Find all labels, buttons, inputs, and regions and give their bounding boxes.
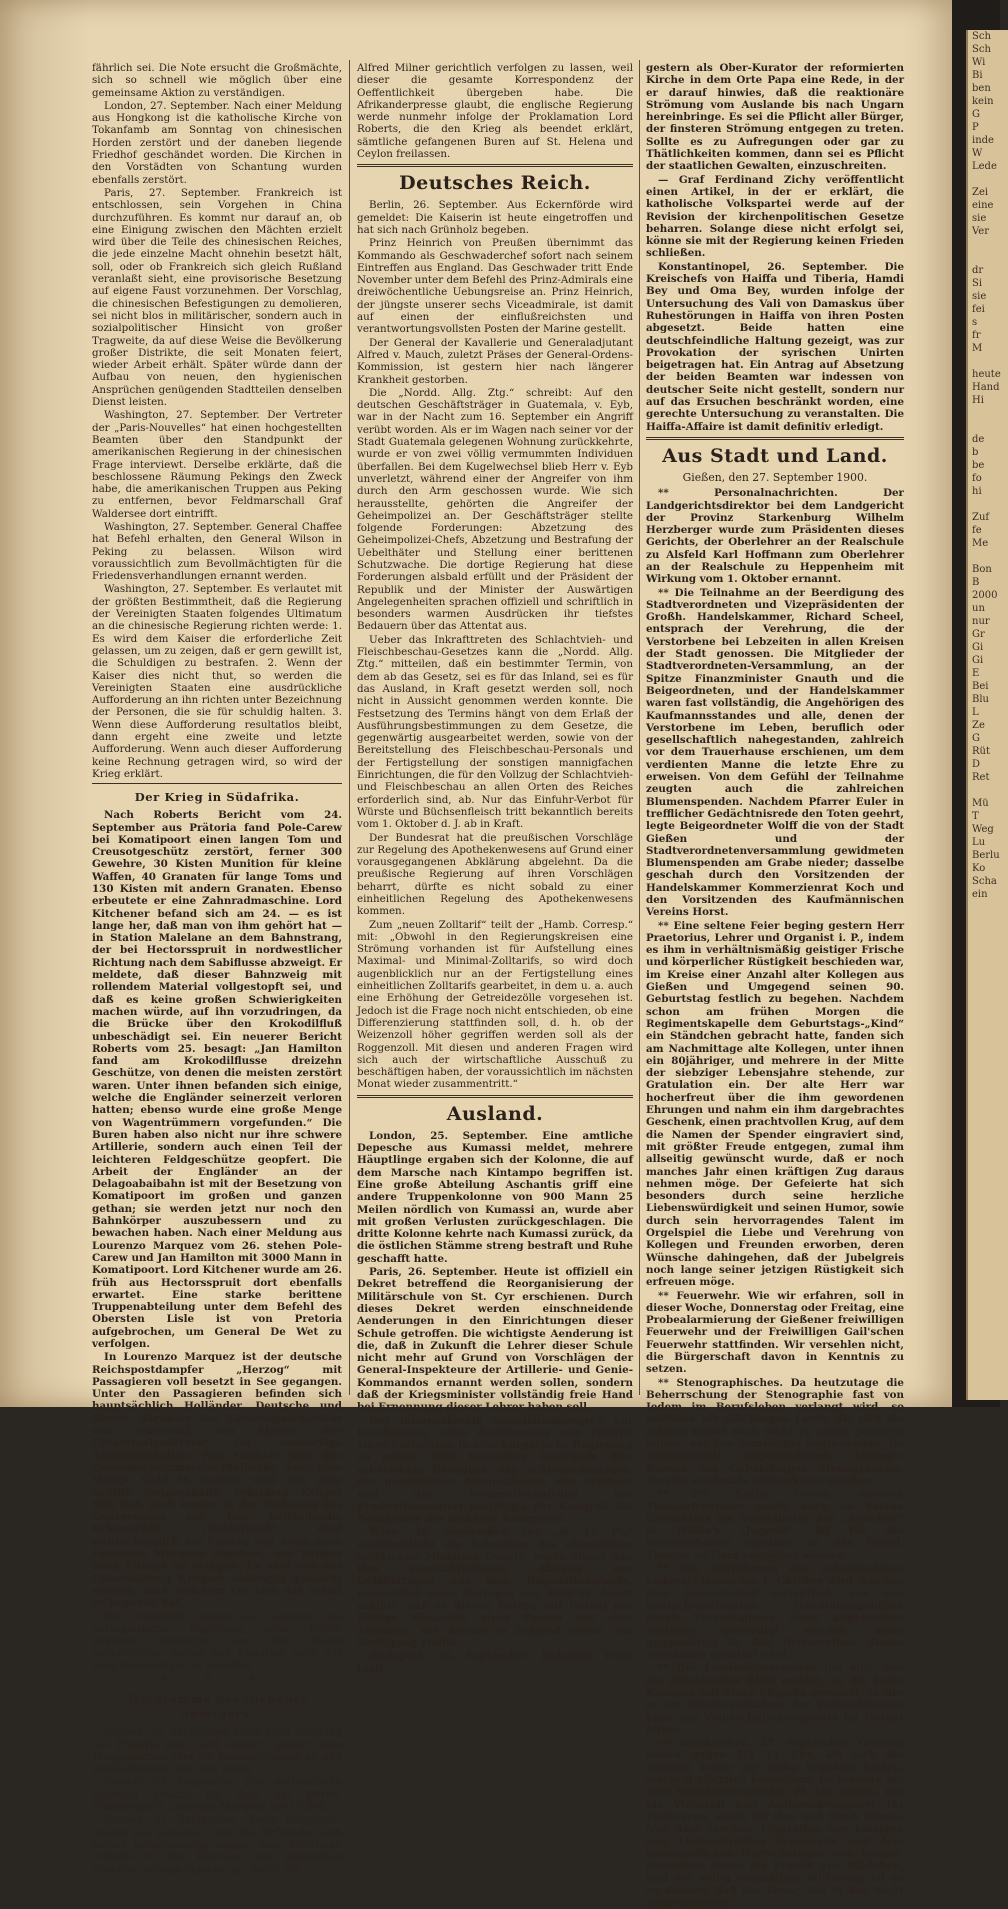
edge-text-fragment: Lede bbox=[972, 161, 997, 172]
dateline: Gießen, den 27. September 1900. bbox=[682, 470, 868, 484]
edge-text-fragment bbox=[968, 251, 1008, 264]
article-paragraph: ** Stenographisches. Da heutzutage die Beherrschung der Stenographie fast von Jedem im Berufsleben verlangt wird, so möchten wir alle jungen Leute, die sich die schöne Kunst noch nicht zu eigen gemacht haben, auf den demnächst beginnenden, im Inseratenteil angekündigten Anfangs-Kursus des Gabelsberger Stenographen-Vereins nochmals aufmerksam machen. bbox=[646, 1376, 904, 1487]
edge-text-fragment: be bbox=[972, 460, 985, 471]
section-heading: Telegramme des Gießener Anzeigers. bbox=[125, 1692, 309, 1722]
edge-text-fragment: fo bbox=[972, 473, 982, 484]
edge-text-fragment: Ko bbox=[972, 863, 986, 874]
section-rule bbox=[92, 783, 342, 784]
article-paragraph: Budapest, 26. September. Koloman Tisza hielt bbox=[357, 1650, 633, 1675]
edge-text-fragment: hi bbox=[972, 486, 982, 497]
edge-text-fragment: sie bbox=[972, 213, 987, 224]
edge-text-fragment: de bbox=[972, 434, 985, 445]
edge-text-fragment: Si bbox=[972, 278, 983, 289]
edge-text-fragment: inde bbox=[972, 135, 994, 146]
section-heading: Ausland. bbox=[446, 1102, 544, 1125]
article-paragraph: Konstantinopel, 26. September. Die Kreischefs von Haiffa und Tiberia, Hamdi Bey und Oma Bey, wurden infolge der Untersuchung des Vali von Damaskus über Ruhestörungen in Haiffa von ihren Posten abgesetzt. Beide hatten eine deutschfeindliche Haltung gezeigt, was zur Provokation der syrischen Unirten beigetragen hat. Ein Antrag auf Absetzung der beiden Beamten war indessen von deutscher Seite nicht gestellt, sondern nur auf das Ersuchen beschränkt worden, eine gerechte Untersuchung zu veranstalten. Die Haiffa-Affaire ist damit definitiv erledigt. bbox=[646, 260, 904, 433]
edge-text-fragment: ben bbox=[972, 83, 991, 94]
edge-text-fragment: Lu bbox=[972, 837, 986, 848]
edge-text-fragment: Hi bbox=[972, 395, 984, 406]
edge-text-fragment: un bbox=[972, 603, 985, 614]
article-paragraph: ** Frl. Käthe Torsen, unseren Theaterfreunden gewiß noch im besten Gedächtnis als Darstellerin des „Annchen“ in Halbe's „Jugend“, ist für die bevorstehende Spielzeit an das Fürstl. Theater zu Gera engagiert worden. bbox=[646, 1488, 904, 1562]
edge-text-fragment: Gi bbox=[972, 642, 984, 653]
article-paragraph: fährlich sei. Die Note ersucht die Großmächte, sich so schnell wie möglich über eine gemeinsame Aktion zu verständigen. bbox=[92, 62, 342, 99]
article-paragraph: ** Personalnachrichten. Der Landgerichtsdirektor bei dem Landgericht der Provinz Starkenburg Wilhelm Herzberger wurde zum Präsidenten dieses Gerichts, der Oberlehrer an der Realschule zu Alsfeld Karl Hoffmann zum Oberlehrer an der Realschule zu Heppenheim mit Wirkung vom 1. Oktober ernannt. bbox=[646, 487, 904, 586]
edge-text-fragment bbox=[968, 173, 1008, 186]
edge-text-fragment: G bbox=[972, 733, 980, 744]
edge-text-fragment: fei bbox=[972, 304, 985, 315]
column-divider bbox=[349, 60, 350, 1395]
edge-text-fragment: Weg bbox=[972, 824, 994, 835]
article-paragraph: Zum „neuen Zolltarif“ teilt der „Hamb. Corresp.“ mit: „Obwohl in den Regierungskreisen eine Strömung vorhanden ist für Aufstellung eines Maximal- und Minimal-Zolltarifs, so wird doch augenblicklich nur an der Fertigstellung eines einheitlichen Zolltarifs gearbeitet, in dem u. a. auch eine Erhöhung der Getreidezölle vorgesehen ist. Jedoch ist die Frage noch nicht entschieden, ob eine Differenzierung stattfinden soll, d. h. ob der Weizenzoll höher gegriffen werden soll als der Roggenzoll. Mit diesen und anderen Fragen wird sich auch der wirtschaftliche Ausschuß zu beschäftigen haben, der voraussichtlich im nächsten Monat wieder zusammentritt.“ bbox=[357, 918, 633, 1091]
edge-text-fragment: heute bbox=[972, 369, 1001, 380]
edge-text-fragment: Ver bbox=[972, 226, 990, 237]
edge-text-fragment: Berlu bbox=[972, 850, 1000, 861]
edge-text-fragment bbox=[968, 238, 1008, 251]
article-paragraph: gestern als Ober-Kurator der reformierten Kirche in dem Orte Papa eine Rede, in der er darauf hinwies, daß die reaktionäre Strömung vom Auslande bis nach Ungarn hereinbringe. Es sei die Pflicht aller Bürger, der finsteren Strömung entgegen zu treten. Sollte es zu Aufregungen oder gar zu Thätlichkeiten kommen, dann sei es Pflicht der staatlichen Gewalten, einzuschreiten. bbox=[646, 62, 904, 173]
article-paragraph: ** Die Teilnahme an der Beerdigung des Stadtverordneten und Vizepräsidenten der Großh. Handelskammer, Richard Scheel, entsprach der Verehrung, die der Verstorbene bei Lebzeiten in allen Kreisen der Stadt genossen. Die Mitglieder der Stadtverordneten-Versammlung, an der Spitze Finanzminister Gnauth und die Beigeordneten, und der Handelskammer waren fast vollständig, die Angehörigen des Kaufmannsstandes und alle, denen der Verstorbene im Leben, beruflich oder gesellschaftlich nahegestanden, zahlreich vor dem Trauerhause erschienen, um dem verdienten Manne die letzte Ehre zu erweisen. Von dem Gefühl der Teilnahme zeugten auch die zahlreichen Blumenspenden. Nachdem Pfarrer Euler in trefflicher Gedächtnisrede den Toten geehrt, legte Beigeordneter Wolff die von der Stadt Gießen und der Stadtverordnetenversammlung gewidmeten Blumenspenden am Grabe nieder; dasselbe geschah durch den Vorsitzenden der Handelskammer Kommerzienrat Koch und den Vorsitzenden des Kaufmännischen Vereins Horst. bbox=[646, 586, 904, 919]
column-divider bbox=[639, 60, 640, 1395]
separator-stars: * * * bbox=[161, 1674, 273, 1686]
edge-text-fragment: dr bbox=[972, 265, 984, 276]
edge-text-fragment: nur bbox=[972, 616, 990, 627]
article-paragraph: London, 27. September. Eine authentische Meldung schätzt die Zahl der Buren-Flüchtlinge in Lourenzo Marquez auf 10.000. bbox=[92, 1776, 342, 1814]
article-paragraph: Ueber das Inkrafttreten des Schlachtvieh- und Fleischbeschau-Gesetzes kann die „Nordd. Allg. Ztg.“ mitteilen, daß ein bestimmter Termin, von dem ab das Gesetz, sei es für das Inland, sei es für das Ausland, in Kraft gesetzt werden soll, noch nicht in Aussicht genommen werden konnte. Die Festsetzung des Termins hängt von dem Erlaß der Ausführungsbestimmungen zu dem Gesetze, die gegenwärtig ausgearbeitet werden, sowie von der Bereitstellung des Fleischbeschau-Personals und der Fertigstellung der sonstigen mannigfachen Einrichtungen, die für den Vollzug der Schlachtvieh- und Fleischbeschau an allen Orten des Reiches erforderlich sind, ab. Nur das Einfuhr-Verbot für Würste und Büchsenfleisch tritt bekanntlich bereits vom 1. Oktober d. J. ab in Kraft. bbox=[357, 633, 633, 831]
edge-text-fragment: b bbox=[972, 447, 979, 458]
edge-text-fragment: sie bbox=[972, 291, 987, 302]
edge-text-fragment: Mü bbox=[972, 798, 989, 809]
article-paragraph: Nach Roberts Bericht vom 24. September aus Prätoria fand Pole-Carew bei Komatipoort einen langen Tom und Creusotgeschütz zerstört, ferner 300 Gewehre, 30 Kisten Munition für kleine Waffen, 40 Granaten für lange Toms und 130 Kisten mit andern Granaten. Ebenso erbeutete er eine Zahnradmaschine. Lord Kitchener befand sich am 24. — es ist lange her, daß man von ihm gehört hat — in Station Malelane an dem Bahnstrang, der bei Hectorsspruit in nordwestlicher Richtung nach dem Sabiflusse abzweigt. Er meldete, daß dieser Bahnzweig mit rollendem Material vollgestopft sei, und daß es keine großen Schwierigkeiten machen würde, auf ihn vorzudringen, da die Brücke über den Krokodilfluß unbeschädigt sei. Ein neuerer Bericht Roberts vom 25. besagt: „Jan Hamilton fand am Krokodilflusse dreizehn Geschütze, von denen die meisten zerstört waren. Unter ihnen befanden sich einige, welche die Engländer seinerzeit verloren hatten; ebenso wurde eine große Menge von Wagentrümmern vorgefunden.“ Die Buren haben also nicht nur ihre schwere Artillerie, sondern auch einen Teil der leichteren Feldgeschütze geopfert. Die Arbeit der Engländer an der Delagoabaibahn ist mit der Besetzung von Komatipoort im großen und ganzen gethan; sie werden jetzt nur noch den Bahnkörper auszubessern und zu bewachen haben. Nach einer Meldung aus Lourenzo Marquez vom 26. stehen Pole-Carew und Jan Hamilton mit 3000 Mann in Komatipoort. Lord Kitchener wurde am 26. früh aus Hectorsspruit dort ebenfalls erwartet. Eine starke berittene Truppenabteilung unter dem Befehl des Obersten Lisle ist von Pretoria aufgebrochen, um General De Wet zu verfolgen. bbox=[92, 809, 342, 1350]
article-paragraph: In Lourenzo Marquez ist der deutsche Reichspostdampfer „Herzog“ mit Passagieren voll besetzt in See gegangen. Unter den Passagieren befinden sich hauptsächlich Holländer, Deutsche und Buren, darunter der Generalpostmeister von Transvaal, van Alphen, der Unterstaatssekretär für auswärtige Angelegenheiten Piet Grobler und der Generalschatzmeister Malherbe. Auch eine Menge Gold in Barren wird von dem Schiffe fortgeschafft. Präsident Krüger hält sich noch immer in der Wohnung des Gouverneurs auf. Das holländische Kriegsschiff „Gelderland“ wird wahrscheinlich am Freitag von Aden nach Lourenzo Marquez abgehen, um Krüger nach Europa zu bringen. Es wird von der Entscheidung Krügers abhängig gemacht werden, nach welchem Ort sich das Schiff zu begeben hat. bbox=[92, 1351, 342, 1610]
edge-text-fragment: eine bbox=[972, 200, 994, 211]
column-middle bbox=[357, 62, 633, 1675]
edge-text-fragment: kein bbox=[972, 96, 994, 107]
next-page-strip bbox=[966, 30, 1008, 1400]
edge-text-fragment: fr bbox=[972, 330, 981, 341]
edge-text-fragment: Me bbox=[972, 538, 989, 549]
section-heading: Deutsches Reich. bbox=[399, 172, 591, 195]
edge-text-fragment: Bon bbox=[972, 564, 992, 575]
article-paragraph: Washington, 27. September. General Chaffee hat Befehl erhalten, den General Wilson in Peking zu belassen. Wilson wird voraussichtlich zum Bevollmächtigten für die Friedensverhandlungen ernannt werden. bbox=[92, 520, 342, 583]
edge-text-fragment: fe bbox=[972, 525, 982, 536]
edge-text-fragment: s bbox=[972, 317, 978, 328]
article-paragraph: Paris, 27. September. Frankreich ist entschlossen, sein Vorgehen in China durchzuführen. Es kommt nur darauf an, ob eine Einigung zwischen den Mächten erzielt wird über die Teile des chinesischen Reiches, die jede einzelne Macht ohnehin besetzt hält, soll, oder ob Frankreich sich gleich Rußland veranlaßt sieht, eine provisorische Besetzung auf eigene Faust vorzunehmen. Der Vorschlag, die chinesischen Befestigungen zu demolieren, sei nicht blos in militärischer, sondern auch in sozialpolitischer Hinsicht von großer Tragweite, da auf diese Weise die Bevölkerung großer Distrikte, die seit Monaten feiert, wieder Arbeit erhält. Später würde dann der Aufbau von neuen, den hygienischen Ansprüchen genügenden Stadtteilen denselben Dienst leisten. bbox=[92, 186, 342, 409]
section-heading: Aus Stadt und Land. bbox=[662, 444, 888, 467]
edge-text-fragment bbox=[968, 498, 1008, 511]
edge-text-fragment bbox=[968, 420, 1008, 433]
article-paragraph: ** Die Einführung des achtstündigen Ladenschlusses am 1. Oktober wird, wie aus dem Inseratenteil ersichtlich, von den deutsch-nationalen Handlungsgehilfen durch Veranstaltung einer allgemeinen Festfeier gewürdigt werden, wozu gegenwärtig in den Ortsvereinen dieses Verbandes gerüstet wird. bbox=[646, 1563, 904, 1662]
article-paragraph: London, 25. September. Eine amtliche Depesche aus Kumassi meldet, mehrere Häuptlinge ergaben sich der Kolonne, die auf dem Marsche nach Kintampo begriffen ist. Eine große Abteilung Aschantis griff eine andere Truppenkolonne von 900 Mann 25 Meilen nördlich von Kumassi an, wurde aber mit großen Verlusten zurückgeschlagen. Die dritte Kolonne kehrte nach Kumassi zurück, da die östlichen Stämme streng bestraft und Ruhe geschafft hatte. bbox=[357, 1129, 633, 1265]
edge-text-fragment: Gi bbox=[972, 655, 984, 666]
article-paragraph: Der „Standard“ meldet aus Lissabon: Die portugiesische Regierung habe Befehl gegeben, sämtliche von den Buren abgelieferten Waffen und Munition nach der Insel Mozambique zu schaffen. bbox=[92, 1610, 342, 1672]
edge-text-fragment: Ret bbox=[972, 772, 990, 783]
article-paragraph: Wien, 26. September. Die „N. Fr. Pr.“ veröffentlicht ein Schreiben des ehemaligen serbischen Ministers Genčić, worin dieser den ihm zugeschriebenen Abgang von Geldbeträgen aus dem Dispositionsfonds, namentlich eines Betrages von 3000 Fr. damit erklärt, daß er diesen Betrag auf Befehl des Königs Alexander einer Person aus dem Auslande, die damals in Belgrad weilte, zur Verfügung stellte. bbox=[357, 1526, 633, 1649]
article-paragraph: ** Eine seltene Feier beging gestern Herr Praetorius, Lehrer und Organist i. P., indem es ihm in verhältnismäßig geistiger Frische und körperlicher Rüstigkeit beschieden war, im Kreise einer Anzahl alter Kollegen aus Gießen und Umgegend seinen 90. Geburtstag festlich zu begehen. Nachdem schon am frühen Morgen die Regimentskapelle dem Geburtstags-„Kind“ ein Ständchen gebracht hatte, fanden sich am Nachmittage alte Kollegen, unter ihnen ein 80jähriger, und mehrere in der Mitte der siebziger Lebensjahre stehende, zur Gratulation ein. Der alte Herr war hocherfreut über die ihm gewordenen Ehrungen und nahm ein ihm dargebrachtes Geschenk, einen prachtvollen Krug, auf dem die Namen der Spender eingraviert sind, mit größter Freude entgegen, zumal ihm allseitig gewünscht wurde, daß er noch manches Jahr einen kräftigen Zug daraus nehmen möge. Der Gefeierte hat sich besonders durch seine herzliche Liebenswürdigkeit und seinen Humor, sowie durch sein hervorragendes Talent im Orgelspiel die Liebe und Verehrung von Kollegen und Freunden erworben, deren Wünsche dahingehen, daß der Jubelgreis noch lange seiner jetzigen Rüstigkeit sich erfreuen möge. bbox=[646, 919, 904, 1289]
edge-text-fragment bbox=[968, 784, 1008, 797]
edge-text-fragment: ein bbox=[972, 889, 988, 900]
edge-text-fragment: L bbox=[972, 707, 979, 718]
edge-text-fragment: E bbox=[972, 668, 980, 679]
article-paragraph: London, 27. September. Nach einer Meldung aus Pretoria hielt Lord Roberts gestern eine Truppenschau über die Kolonialtruppen ab und verabschiedete sich von ihnen. bbox=[92, 1726, 342, 1776]
article-paragraph: Berlin, 26. September. Aus Eckernförde wird gemeldet: Die Kaiserin ist heute eingetroffen und hat sich nach Grünholz begeben. bbox=[357, 199, 633, 236]
edge-text-fragment: Rüt bbox=[972, 746, 990, 757]
edge-text-fragment: Zei bbox=[972, 187, 989, 198]
article-paragraph: Paris, 26. September. Heute ist offiziell ein Dekret betreffend die Reorganisierung der Militärschule von St. Cyr erschienen. Durch dieses Dekret werden einschneidende Aenderungen in den Einrichtungen dieser Schule getroffen. Die wichtigste Aenderung ist die, daß in Zukunft die Lehrer dieser Schule nicht mehr auf Grund von Vorschlägen der General-Inspekteure der Artillerie- und Genie-Kommandos ernannt werden sollen, sondern daß der Kriegsminister vollständig freie Hand bei Ernennung dieser Lehrer haben soll. bbox=[357, 1266, 633, 1414]
edge-text-fragment bbox=[968, 550, 1008, 563]
column-left bbox=[92, 62, 342, 1876]
edge-text-fragment bbox=[968, 355, 1008, 368]
edge-text-fragment: M bbox=[972, 343, 983, 354]
edge-text-fragment: Bei bbox=[972, 681, 989, 692]
article-paragraph: — Graf Ferdinand Zichy veröffentlicht einen Artikel, in der er erklärt, die katholische Volkspartei werde auf der Revision der kirchenpolitischen Gesetze beharren. Solange diese nicht erfolgt sei, könne sie mit der Regierung keinen Frieden schließen. bbox=[646, 173, 904, 260]
edge-text-fragment: W bbox=[972, 148, 983, 159]
edge-text-fragment bbox=[968, 407, 1008, 420]
edge-text-fragment: Bi bbox=[972, 70, 983, 81]
article-paragraph: Der internationale Sozialistenkongreß hat beschlossen, seine Zustimmung zum Eintritt eines Sozialisten in eine bürgerliche Regierung zu geben, falls besondere Umstände dies erheischen. Bezüglich des Achtstundentages, des gesetzlichen Minimallohns, der Maifeier und der Vergesellschaftung der Produktionsmittel bestätigte der Kongreß die Beschlüsse der früheren Kongresse. bbox=[357, 1414, 633, 1525]
section-heading: Der Krieg in Südafrika. bbox=[134, 790, 300, 805]
edge-text-fragment: Hand bbox=[972, 382, 1000, 393]
edge-text-fragment: Sch bbox=[972, 31, 991, 42]
article-paragraph: London, 27. September. „Daily Telegraph“ meldet aus Kapstadt, daß die Afrikander sich höchst widerspenstig zeigen. Abg. Merriman erklärte in der Kammer, den englischen Gesetzen zufolge habe er das Recht, Sir bbox=[92, 1814, 342, 1876]
edge-text-fragment: Blu bbox=[972, 694, 989, 705]
next-page-edge bbox=[952, 0, 1000, 1407]
section-rule bbox=[646, 437, 904, 440]
edge-text-fragment: Gr bbox=[972, 629, 985, 640]
section-rule bbox=[357, 1095, 633, 1098]
article-paragraph: Washington, 27. September. Der Vertreter der „Paris-Nouvelles“ hat einen hochgestellten Beamten über den Standpunkt der amerikanischen Regierung in der chinesischen Frage interviewt. Derselbe erklärte, daß die beschlossene Räumung Pekings den Zweck habe, die amerikanischen Truppen aus Peking zu entfernen, bevor Feldmarschall Graf Waldersee dort eintrifft. bbox=[92, 409, 342, 520]
article-paragraph: ** Feuerwehr. Wie wir erfahren, soll in dieser Woche, Donnerstag oder Freitag, eine Probealarmierung der Gießener freiwilligen Feuerwehr und der Freiwilligen Gail'schen Feuerwehr stattfinden. Wir versehlen nicht, die Bürgerschaft davon in Kenntnis zu setzen. bbox=[646, 1289, 904, 1376]
edge-text-fragment: Scha bbox=[972, 876, 997, 887]
edge-text-fragment: D bbox=[972, 759, 981, 770]
edge-text-fragment: G bbox=[972, 109, 980, 120]
section-rule bbox=[357, 164, 633, 167]
edge-text-fragment: T bbox=[972, 811, 979, 822]
article-paragraph: Der Bundesrat hat die preußischen Vorschläge zur Regelung des Apothekenwesens auf Grund einer vorausgegangenen Abklärung abgelehnt. Da die preußische Regierung auf ihren Vorschlägen beharrt, dürfte es nicht sobald zu einer einheitlichen Regelung des Apothekenwesens kommen. bbox=[357, 831, 633, 918]
article-paragraph: Die „Nordd. Allg. Ztg.“ schreibt: Auf den deutschen Geschäftsträger in Guatemala, v. Eyb, war in der Nacht zum 16. September ein Angriff verübt worden. Als er im Wagen nach seiner vor der Stadt Guatemala gelegenen Wohnung zurückkehrte, wurde er von zwei völlig vermummten Individuen überfallen. Bei dem Kugelwechsel blieb Herr v. Eyb unverletzt, während einer der Angreifer von ihm durch den Arm geschossen wurde. Wie sich herausstellte, gehörten die Angreifer der Geheimpolizei an. Der Geschäftsträger stellte folgende Forderungen: Abzetzung des Geheimpolizei-Chefs, Abzetzung und Bestrafung der Uebelthäter und Stellung einer berittenen Schutzwache. Die dortige Regierung hat diese Forderungen alsbald erfüllt und der Präsident der Republik und der Minister der Auswärtigen Angelegenheiten sprachen offiziell und schriftlich in besonders warmen Ausdrücken ihr tiefstes Bedauern über das Attentat aus. bbox=[357, 386, 633, 633]
edge-text-fragment: P bbox=[972, 122, 979, 133]
edge-text-fragment: B bbox=[972, 577, 980, 588]
article-paragraph: Alfred Milner gerichtlich verfolgen zu lassen, weil dieser die gesamte Korrespondenz der Oeffentlichkeit übergeben habe. Die Afrikanderpresse glaubt, die englische Regierung werde nunmehr infolge der Proklamation Lord Roberts, die den Krieg als beendet erklärt, sämtliche gefangenen Buren auf St. Helena und Ceylon freilassen. bbox=[357, 62, 633, 161]
edge-text-fragment: Sch bbox=[972, 44, 991, 55]
page-shadow bbox=[0, 0, 90, 1407]
article-paragraph: Der General der Kavallerie und Generaladjutant Alfred v. Mauch, zuletzt Präses der General-Ordens-Kommission, ist gestern hier nach längerer Krankheit gestorben. bbox=[357, 336, 633, 386]
edge-text-fragment: 2000 bbox=[972, 590, 998, 601]
edge-text-fragment: Wi bbox=[972, 57, 986, 68]
article-paragraph: -r- Reiskirchen, 27. September. Gestern abend gegen 1/2 11 Uhr, als sich die meisten Leute zur Ruhe begeben hatten, erscholl plötzlich Feuerlärm. Es brannte bei dem Weißbindermeister Pf. ein Anbau, der als Viehstall und Aufbewahrungsort für Farbwaren, sowie für Heu und Stroh diente. Nur dem raschen Eingreifen der hiesigen und Lindenstruther Feuerwehr und dem unermüdlichen Herbeibringen von Wasser, besonders durch die Frauen und Mädchen, und der völlig windstillen Witterung ist es zu danken, daß das Feuer, das in den dicht angrenzenden bbox=[646, 1737, 904, 1909]
article-paragraph: Washington, 27. September. Es verlautet mit der größten Bestimmtheit, daß die Regierung der Vereinigten Staaten folgendes Ultimatum an die chinesische Regierung richten werde: 1. Es wird dem Kaiser die erforderliche Zeit gelassen, um zu zeigen, daß er gern gewillt ist, die Schuldigen zu bestrafen. 2. Wenn der Kaiser dies nicht thut, so werden die Vereinigten Staaten eine ausdrückliche Aufforderung an ihn richten unter Bezeichnung der Personen, die sie für schuldig halten. 3. Wenn diese Aufforderung resultatlos bleibt, dann ergeht eine zweite und letzte Aufforderung. Wenn auch dieser Aufforderung keine Rechnung getragen wird, so wird der Krieg erklärt. bbox=[92, 583, 342, 780]
article-paragraph: Prinz Heinrich von Preußen übernimmt das Kommando als Geschwaderchef sofort nach seinem Eintreffen aus England. Das Geschwader tritt Ende November unter dem Befehl des Prinz-Admirals eine dreiwöchentliche Uebungsreise an. Prinz Heinrich, der jüngste unserer sechs Viceadmirale, ist damit auf einen der einflußreichsten und verantwortungsvollsten Posten der Marine gestellt. bbox=[357, 237, 633, 336]
edge-text-fragment: Ze bbox=[972, 720, 985, 731]
column-right bbox=[646, 62, 904, 1909]
article-paragraph: ** Der Landeslehrerverein hat sich, wie ein Offenbacher Blatt meldet, an die Erste Kammer mit einer Eingabe gewandt, in der er um Wiederaufnahme der Verhandlungen über das Volksschullehrergesetz im Herbst bittet. bbox=[646, 1662, 904, 1736]
edge-text-fragment: Zuf bbox=[972, 512, 990, 523]
article-paragraph: London, 27. September. Nach einer Meldung aus Hongkong ist die katholische Kirche von Tokanfamb am Sonntag von chinesischen Horden zerstört und der daneben liegende Friedhof geschändet worden. Die Kirchen in den Vorstädten von Schantung wurden ebenfalls zerstört. bbox=[92, 99, 342, 186]
